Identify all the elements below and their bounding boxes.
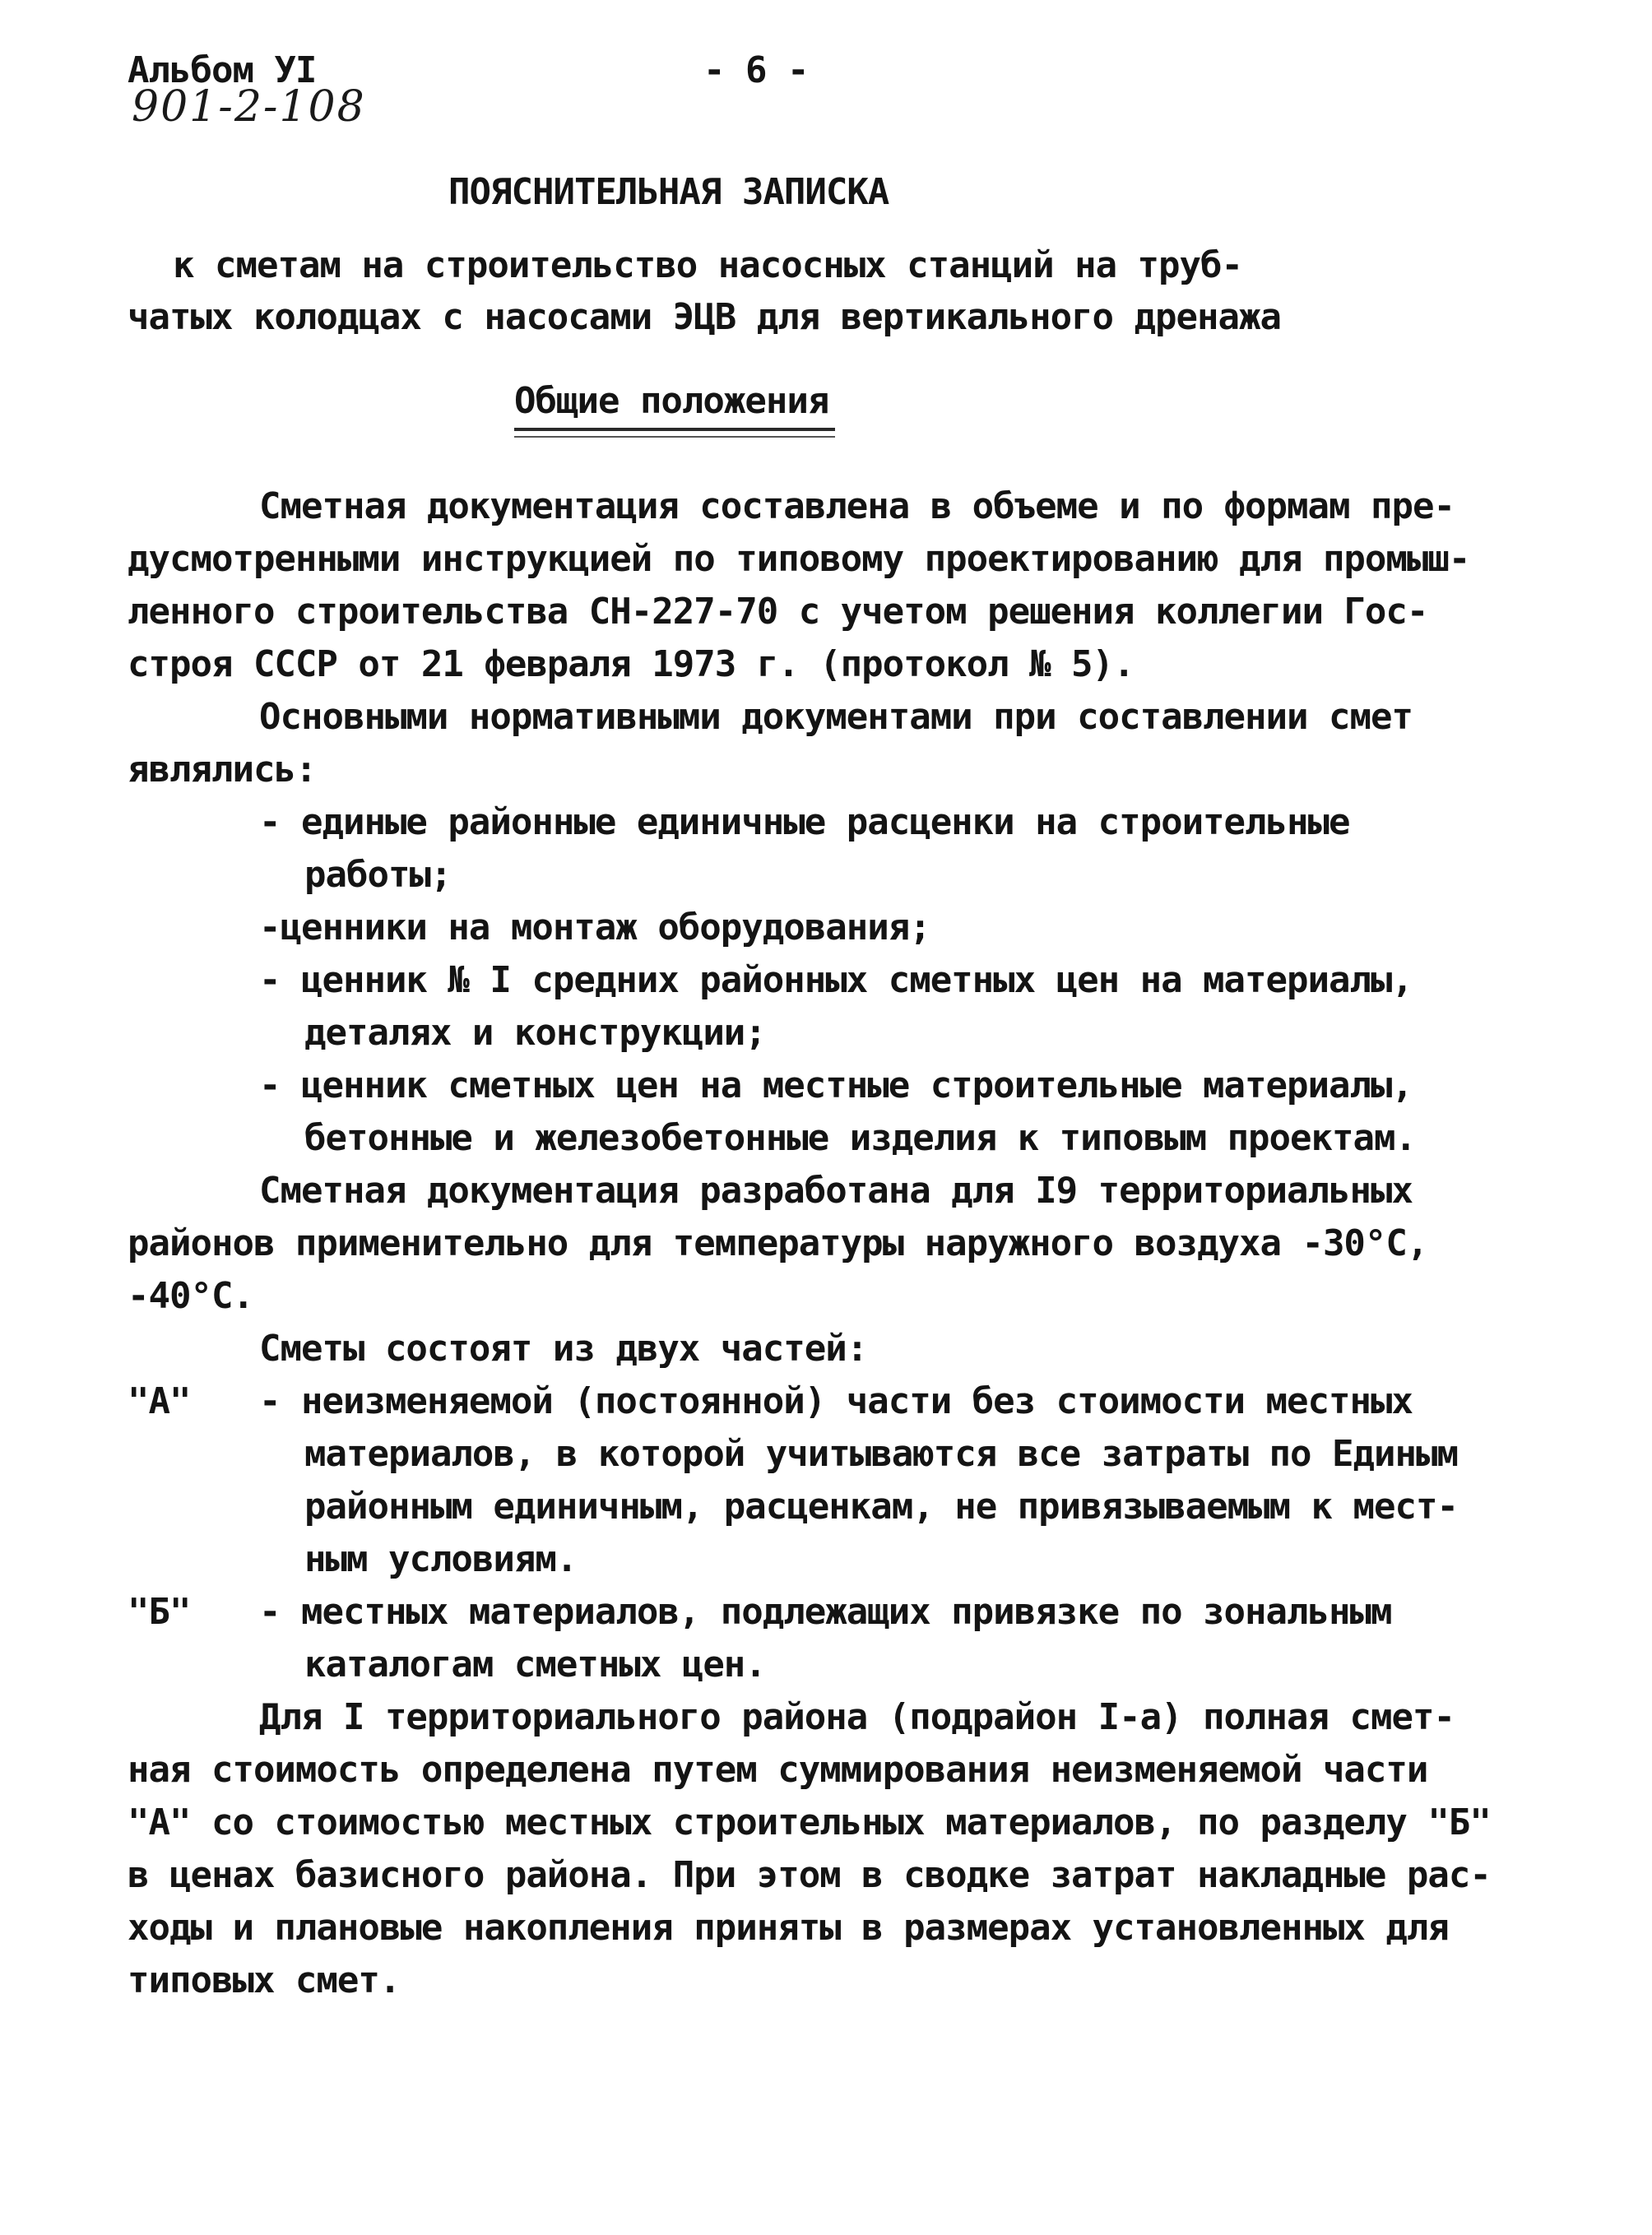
page-number: - 6 -	[703, 49, 809, 91]
album-label: Альбом УI	[128, 49, 317, 91]
part-b-description-continuation: каталогам сметных цен.	[304, 1644, 766, 1686]
body-line: районов применительно для температуры наружного воздуха -30°С,	[128, 1222, 1428, 1264]
body-line: дусмотренными инструкцией по типовому проектированию для промыш-	[128, 538, 1470, 580]
list-item: - ценник сметных цен на местные строительные материалы,	[259, 1064, 1413, 1106]
part-b-description: - местных материалов, подлежащих привязке по зональным	[259, 1591, 1392, 1633]
document-subtitle-line-2: чатых колодцах с насосами ЭЦВ для вертикального дренажа	[128, 296, 1281, 338]
body-line: Для I территориального района (подрайон I-а) полная смет-	[259, 1696, 1455, 1738]
document-title: ПОЯСНИТЕЛЬНАЯ ЗАПИСКА	[448, 171, 889, 213]
part-a-description-continuation: ным условиям.	[304, 1538, 578, 1580]
body-line: Сметная документация разработана для I9 территориальных	[259, 1170, 1413, 1212]
body-line: Основными нормативными документами при составлении смет	[259, 696, 1413, 738]
section-heading-underline-secondary	[514, 436, 835, 438]
list-item: -ценники на монтаж оборудования;	[259, 907, 930, 948]
body-line: "А" со стоимостью местных строительных материалов, по разделу "Б"	[128, 1801, 1491, 1843]
body-line: -40°С.	[128, 1275, 253, 1317]
list-item-continuation: бетонные и железобетонные изделия к типовым проектам.	[304, 1117, 1416, 1159]
body-line: типовых смет.	[128, 1959, 401, 2001]
part-label-a: "А"	[128, 1380, 191, 1422]
part-a-description: - неизменяемой (постоянной) части без стоимости местных	[259, 1380, 1413, 1422]
list-item-continuation: работы;	[304, 854, 452, 896]
body-line: строя СССР от 21 февраля 1973 г. (протокол № 5).	[128, 643, 1135, 685]
body-line: Сметы состоят из двух частей:	[259, 1328, 868, 1370]
handwritten-project-code: 901-2-108	[132, 82, 366, 132]
part-a-description-continuation: материалов, в которой учитываются все затраты по Единым	[304, 1433, 1458, 1475]
body-line: ленного строительства СН-227-70 с учетом решения коллегии Гос-	[128, 591, 1428, 633]
section-heading: Общие положения	[514, 380, 829, 422]
body-line: ходы и плановые накопления приняты в размерах установленных для	[128, 1907, 1449, 1949]
body-line: являлись:	[128, 749, 317, 791]
document-subtitle-line-1: к сметам на строительство насосных станций на труб-	[173, 244, 1243, 286]
section-heading-underline	[514, 428, 835, 431]
part-label-b: "Б"	[128, 1591, 191, 1633]
list-item-continuation: деталях и конструкции;	[304, 1012, 766, 1054]
body-line: в ценах базисного района. При этом в сводке затрат накладные рас-	[128, 1854, 1491, 1896]
body-line: ная стоимость определена путем суммирования неизменяемой части	[128, 1749, 1428, 1791]
part-a-description-continuation: районным единичным, расценкам, не привязываемым к мест-	[304, 1486, 1458, 1528]
body-line: Сметная документация составлена в объеме и по формам пре-	[259, 485, 1455, 527]
list-item: - ценник № I средних районных сметных цен на материалы,	[259, 959, 1413, 1001]
list-item: - единые районные единичные расценки на строительные	[259, 801, 1350, 843]
